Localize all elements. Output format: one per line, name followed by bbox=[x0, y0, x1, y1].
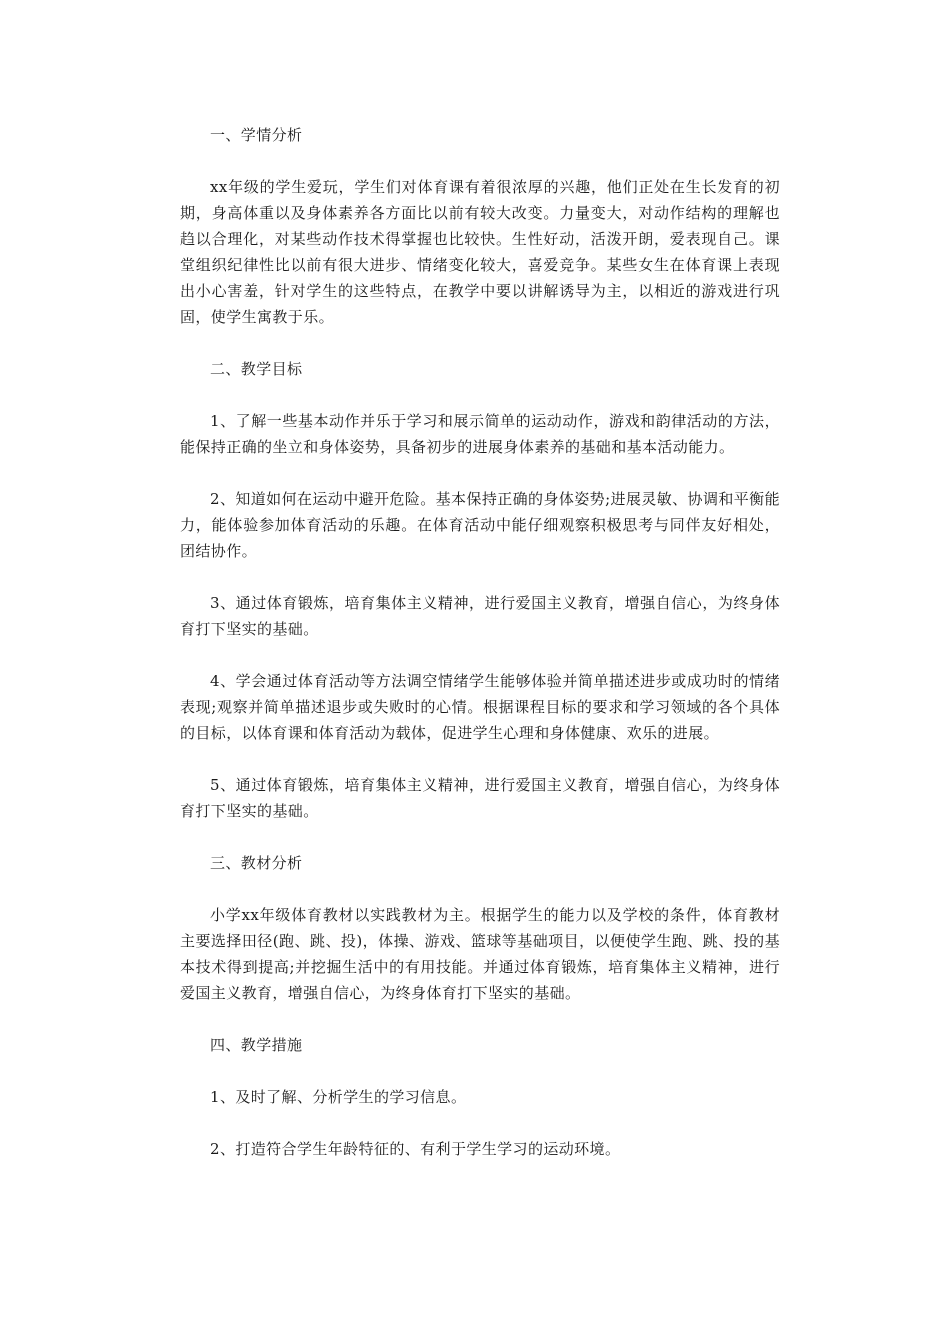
document-body bbox=[180, 122, 780, 1188]
goal-item-1: 1、了解一些基本动作并乐于学习和展示简单的运动动作，游戏和韵律活动的方法，能保持正确的坐立和身体姿势，具备初步的进展身体素养的基础和基本活动能力。 bbox=[180, 412, 780, 456]
measure-item-1: 1、及时了解、分析学生的学习信息。 bbox=[210, 1088, 467, 1106]
section-heading-learner-analysis: 一、学情分析 bbox=[210, 126, 303, 144]
goal-item-2: 2、知道如何在运动中避开危险。基本保持正确的身体姿势;进展灵敏、协调和平衡能力，能体验参加体育活动的乐趣。在体育活动中能仔细观察积极思考与同伴友好相处，团结协作。 bbox=[180, 490, 780, 560]
goal-item-5: 5、通过体育锻炼，培育集体主义精神，进行爱国主义教育，增强自信心，为终身体育打下坚实的基础。 bbox=[180, 776, 780, 820]
goal-item-4: 4、学会通过体育活动等方法调空情绪学生能够体验并简单描述进步或成功时的情绪表现;观察并简单描述退步或失败时的心情。根据课程目标的要求和学习领域的各个具体的目标，以体育课和体育活动为载体，促进学生心理和身体健康、欢乐的进展。 bbox=[180, 672, 780, 742]
section-heading-teaching-goals: 二、教学目标 bbox=[210, 360, 303, 378]
section-heading-material-analysis: 三、教材分析 bbox=[210, 854, 303, 872]
paragraph-learner-analysis: xx年级的学生爱玩，学生们对体育课有着很浓厚的兴趣，他们正处在生长发育的初期，身高体重以及身体素养各方面比以前有较大改变。力量变大，对动作结构的理解也趋以合理化，对某些动作技术得掌握也比较快。生性好动，活泼开朗，爱表现自己。课堂组织纪律性比以前有很大进步、情绪变化较大，喜爱竞争。某些女生在体育课上表现出小心害羞，针对学生的这些特点，在教学中要以讲解诱导为主，以相近的游戏进行巩固，使学生寓教于乐。 bbox=[180, 178, 780, 326]
paragraph-material-analysis: 小学xx年级体育教材以实践教材为主。根据学生的能力以及学校的条件，体育教材主要选择田径(跑、跳、投)，体操、游戏、篮球等基础项目，以便使学生跑、跳、投的基本技术得到提高;并挖掘生活中的有用技能。并通过体育锻炼，培育集体主义精神，进行爱国主义教育，增强自信心，为终身体育打下坚实的基础。 bbox=[180, 906, 780, 1002]
section-heading-teaching-measures: 四、教学措施 bbox=[210, 1036, 303, 1054]
goal-item-3: 3、通过体育锻炼，培育集体主义精神，进行爱国主义教育，增强自信心，为终身体育打下坚实的基础。 bbox=[180, 594, 780, 638]
measure-item-2: 2、打造符合学生年龄特征的、有利于学生学习的运动环境。 bbox=[210, 1140, 621, 1158]
